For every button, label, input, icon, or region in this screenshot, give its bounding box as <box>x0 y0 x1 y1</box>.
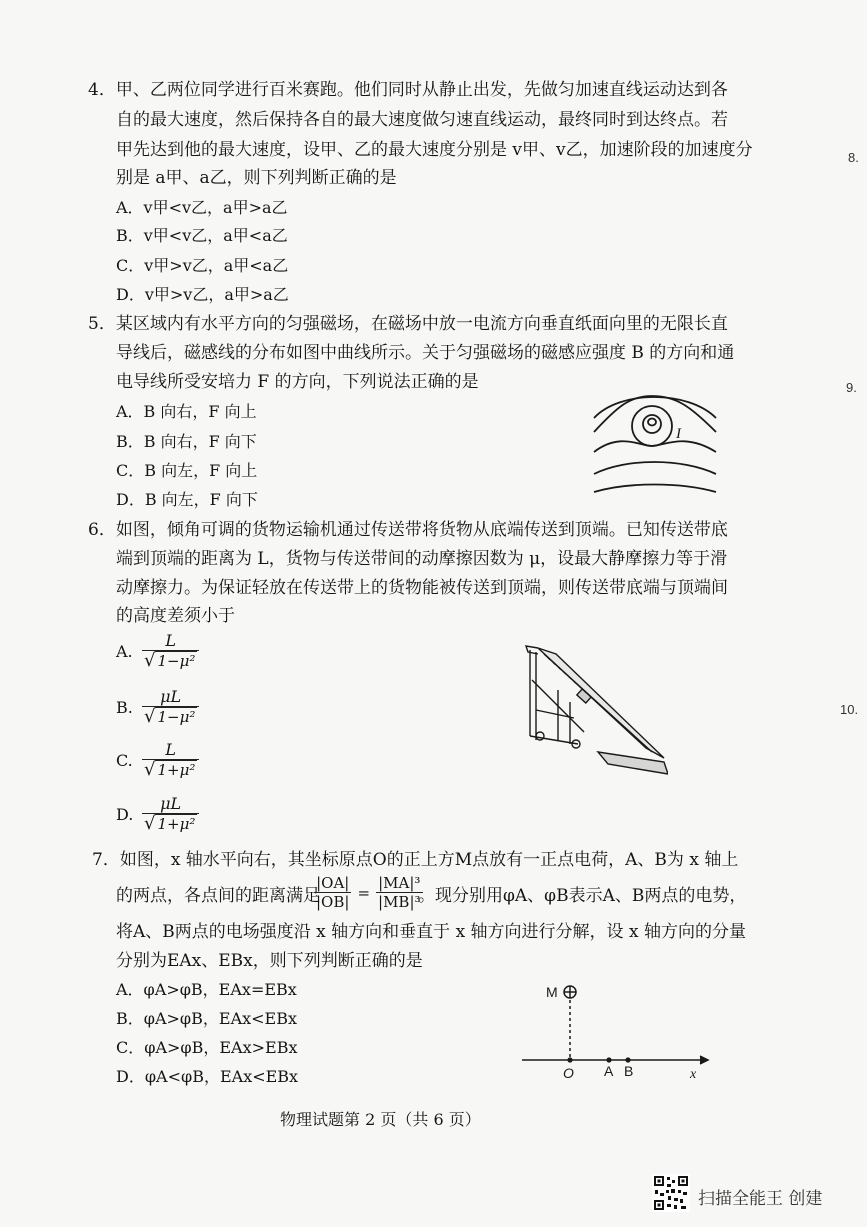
q6-line-4: 的高度差须小于 <box>116 606 235 626</box>
q5-line-1: 5．某区域内有水平方向的匀强磁场，在磁场中放一电流方向垂直纸面向里的无限长直 <box>88 314 728 334</box>
fraction-numerator: μL <box>160 794 182 813</box>
q6-line-2: 端到顶端的距离为 L，货物与传送带间的动摩擦因数为 μ，设最大静摩擦力等于滑 <box>116 549 728 569</box>
origin-point <box>567 1057 572 1062</box>
margin-number-9: 9. <box>846 380 857 395</box>
q4-line-1: 4．甲、乙两位同学进行百米赛跑。他们同时从静止出发，先做匀加速直线运动达到各 <box>88 80 728 100</box>
q4-option-d: D．v甲>v乙，a甲>a乙 <box>116 285 289 304</box>
q7-line-3: 将A、B两点的电场强度沿 x 轴方向和垂直于 x 轴方向进行分解，设 x 轴方向的分量 <box>116 922 746 942</box>
fraction-numerator: L <box>165 631 176 650</box>
q7-option-a: A．φA>φB，EAx=EBx <box>116 980 297 999</box>
q7-line-2-pre: 的两点，各点间的距离满足 <box>116 886 320 906</box>
eq-left-numerator: |OA| <box>316 874 350 892</box>
q6-option-b: B. μL √ 1−μ² <box>116 688 199 726</box>
option-label: B. <box>116 697 133 717</box>
q7-line-1: 7．如图，x 轴水平向右，其坐标原点O的正上方M点放有一正点电荷，A、B为 x 轴上 <box>92 850 739 870</box>
fraction-numerator: μL <box>160 687 182 706</box>
fraction-denominator: 1+μ² <box>157 761 196 779</box>
q6-option-d: D. μL √ 1+μ² <box>116 795 199 833</box>
scanner-watermark: 扫描全能王 创建 <box>698 1189 823 1209</box>
q6-line-1: 6．如图，倾角可调的货物运输机通过传送带将货物从底端传送到顶端。已知传送带底 <box>88 520 728 540</box>
q4-line-2: 自的最大速度，然后保持各自的最大速度做匀速直线运动，最终同时到达终点。若 <box>116 110 728 130</box>
charge-axis-figure <box>520 978 720 1082</box>
conveyor-figure <box>518 640 668 780</box>
q4-line-4: 别是 a甲、a乙，则下列判断正确的是 <box>116 168 397 188</box>
label-a: A <box>604 1063 614 1079</box>
margin-number-8: 8. <box>848 150 859 165</box>
magnetic-field-figure <box>590 388 720 500</box>
option-label: C. <box>116 750 133 770</box>
label-o: O <box>563 1065 574 1081</box>
q4-option-b: B．v甲<v乙，a甲<a乙 <box>116 226 288 245</box>
q5-line-2: 导线后，磁感线的分布如图中曲线所示。关于匀强磁场的磁感应强度 B 的方向和通 <box>116 343 735 363</box>
label-b: B <box>624 1063 634 1079</box>
fraction-denominator: 1−μ² <box>157 708 196 726</box>
q7-line-2-post: 。现分别用φA、φB表示A、B两点的电势， <box>418 886 747 906</box>
q4-option-a: A．v甲<v乙，a甲>a乙 <box>116 198 288 217</box>
q4-option-c: C．v甲>v乙，a甲<a乙 <box>116 256 289 275</box>
q5-option-a: A．B 向右，F 向上 <box>116 402 257 421</box>
eq-right-denominator: |MB|³ <box>378 893 421 911</box>
point-b <box>625 1057 630 1062</box>
q7-option-b: B．φA>φB，EAx<EBx <box>116 1009 298 1028</box>
q5-option-b: B．B 向右，F 向下 <box>116 432 257 451</box>
fraction-denominator: 1+μ² <box>157 815 196 833</box>
q4-line-3: 甲先达到他的最大速度，设甲、乙的最大速度分别是 v甲、v乙，加速阶段的加速度分 <box>116 140 753 160</box>
q6-option-c: C. L √ 1+μ² <box>116 741 199 779</box>
eq-right-numerator: |MA|³ <box>378 874 421 892</box>
q7-line-4: 分别为EAx、EBx，则下列判断正确的是 <box>116 951 423 971</box>
page-footer: 物理试题第 2 页（共 6 页） <box>280 1110 481 1129</box>
q6-option-a: A. L √ 1−μ² <box>116 632 199 670</box>
q5-line-3: 电导线所受安培力 F 的方向，下列说法正确的是 <box>116 372 479 392</box>
point-a <box>606 1057 611 1062</box>
option-label: D. <box>116 804 134 824</box>
label-x: x <box>690 1067 697 1082</box>
margin-number-10: 10. <box>840 702 859 717</box>
qr-code-icon <box>652 1174 690 1212</box>
fraction-denominator: 1−μ² <box>157 652 196 670</box>
current-label: I <box>676 426 681 442</box>
q7-option-d: D．φA<φB，EAx<EBx <box>116 1067 299 1086</box>
q6-line-3: 动摩擦力。为保证轻放在传送带上的货物能被传送到顶端，则传送带底端与顶端间 <box>116 578 728 598</box>
distance-equation: $\frac{|OA|}{|OB|}$ = $\frac{\text{|MA|³}}{\text{|MB|³}}$ <box>316 874 421 911</box>
fraction-numerator: L <box>165 740 176 759</box>
option-label: A. <box>116 641 133 661</box>
q5-option-c: C．B 向左，F 向上 <box>116 461 258 480</box>
label-m: M <box>546 984 558 1000</box>
q5-option-d: D．B 向左，F 向下 <box>116 490 258 509</box>
q7-option-c: C．φA>φB，EAx>EBx <box>116 1038 298 1057</box>
eq-left-denominator: |OB| <box>316 893 350 911</box>
